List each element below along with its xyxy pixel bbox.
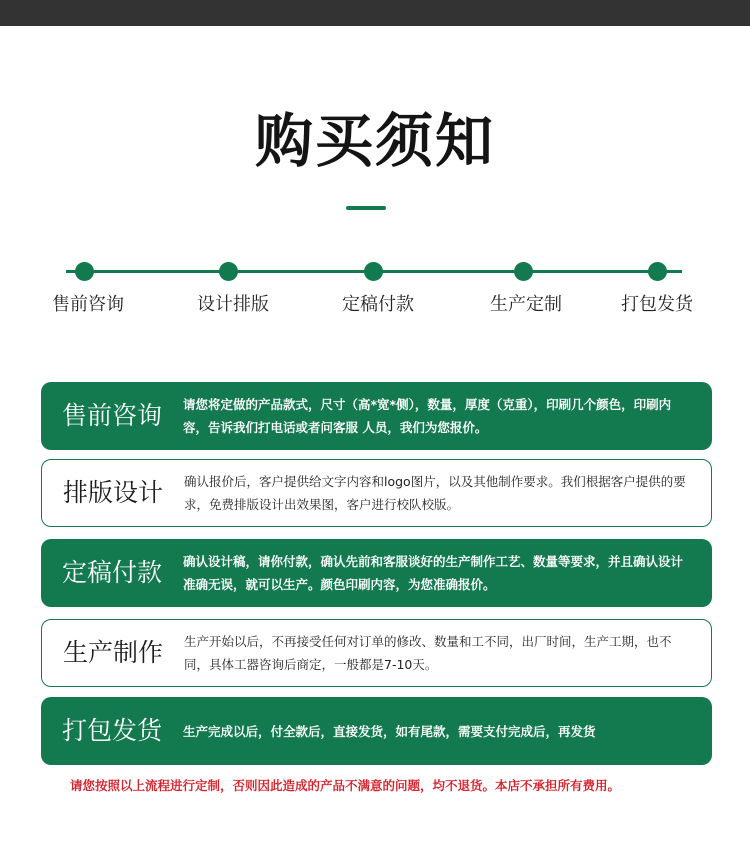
step-dot-3 xyxy=(364,262,383,281)
title-underline xyxy=(346,206,386,210)
card-production xyxy=(41,619,712,687)
step-dot-5 xyxy=(648,262,667,281)
card-description: 生产开始以后，不再接受任何对订单的修改、数量和工不同，出厂时间，生产工期，也不同，具体工器咨询后商定，一般都是7-10天。 xyxy=(184,634,672,672)
top-bar xyxy=(0,0,750,26)
card-title: 生产制作 xyxy=(62,638,163,667)
card-description: 确认报价后，客户提供给文字内容和logo图片，以及其他制作要求。我们根据客户提供的要求，免费排版设计出效果图，客户进行校队校版。 xyxy=(184,474,686,512)
card-title: 售前咨询 xyxy=(61,401,162,430)
card-description: 生产完成以后，付全款后，直接发货，如有尾款，需要支付完成后，再发货 xyxy=(183,723,596,739)
step-dot-2 xyxy=(219,262,238,281)
card-pack-ship xyxy=(41,697,712,765)
card-finalize-payment xyxy=(41,539,712,607)
page-title: 购买须知 xyxy=(254,107,495,175)
card-pre-sale-consult xyxy=(41,382,712,450)
step-label-3: 定稿付款 xyxy=(342,294,414,315)
step-dot-4 xyxy=(514,262,533,281)
step-label-1: 售前咨询 xyxy=(52,294,124,315)
card-title: 打包发货 xyxy=(61,716,162,745)
card-layout-design xyxy=(41,459,712,527)
card-title: 定稿付款 xyxy=(61,558,162,587)
card-title: 排版设计 xyxy=(62,478,163,507)
step-label-4: 生产定制 xyxy=(490,294,562,315)
footer-warning-note: 请您按照以上流程进行定制，否则因此造成的产品不满意的问题，均不退货。本店不承担所有费用。 xyxy=(70,778,621,793)
card-description: 确认设计稿，请你付款，确认先前和客服谈好的生产制作工艺、数量等要求，并且确认设计准确无误，就可以生产。颜色印刷内容，为您准确报价。 xyxy=(183,554,684,592)
step-dot-1 xyxy=(75,262,94,281)
card-description: 请您将定做的产品款式，尺寸（高*宽*侧），数量，厚度（克重），印刷几个颜色，印刷内容，告诉我们打电话或者问客服 人员，我们为您报价。 xyxy=(183,397,672,435)
step-label-5: 打包发货 xyxy=(621,294,693,315)
step-label-2: 设计排版 xyxy=(197,294,269,315)
